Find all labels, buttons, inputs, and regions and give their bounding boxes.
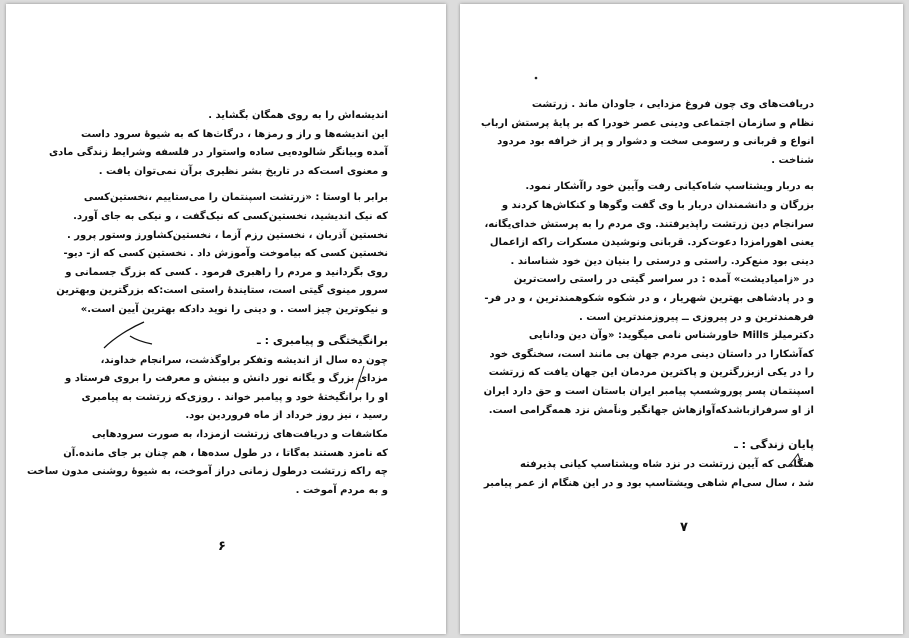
left-page-text (26, 107, 388, 500)
text-line: از او سرفرازباشدکه‌آوازهاش جهانگیر وناَمش نزد همه‌گرامی است. (488, 404, 814, 416)
text-line: برابر با اوستا : «زرتشت اسپنتمان را می‌ستاییم ،نخستین‌کسی (83, 192, 388, 204)
text-line: و به مردم آموخت . (295, 484, 388, 496)
page-number: ۶ (218, 539, 226, 554)
text-line: دینی بود منع‌کرد. راستی و درستی را بنیان دین خود شناساند . (510, 255, 814, 267)
text-line: شد ، سال سی‌ام شاهی ویشتاسپ بود و در این هنگام از عمر پیامبر (483, 477, 814, 489)
text-line: در «زامیادیشت» آمده : در سراسر گیتی در راستی راست‌ترین (513, 274, 814, 286)
text-line: مزدای بزرگ و یگانه نور دانش و بینش و معرفت را بروی فرستاد و (65, 373, 388, 385)
right-page-text (481, 96, 814, 493)
text-line: یعنی اهورامزدا دعوت‌کرد. قربانی ونوشیدن مسکرات راکه ازاعمال (489, 237, 814, 249)
text-line: نظام و سازمان اجتماعی ودینی عصر خودرا که بر پایهٔ پرستش ارباب (481, 117, 814, 129)
text-line: و معنوی است‌که در تاریخ بشر نظیری برآن نمی‌توان یافت . (98, 165, 388, 177)
section-heading: پایان زندگی : ـ (734, 438, 814, 452)
text-line: مکاشفات و دریافت‌های زرتشت ازمزدا، به صورت سرودهایی (91, 428, 388, 440)
text-line: سرور مینوی گیتی است، ستایندهٔ راستی است:که بزرگترین وبهترین (56, 285, 388, 297)
text-line: چه راکه زرتشت درطول زمانی دراز آموخت، به شیوهٔ روشنی مدون ساخت (26, 466, 388, 478)
ink-dot-mark (532, 74, 540, 82)
text-line: این اندیشه‌ها و راز و رمزها ، درگاث‌ها که به شیوهٔ سرود‌ داست (81, 128, 388, 140)
handwritten-pen-mark (100, 318, 160, 354)
page-number: ۷ (680, 520, 688, 535)
text-line: نخستین کسی که بیاموخت وآموزش داد . نخستین کسی که از- دیو- (63, 248, 388, 260)
text-line: دکترمیلز Mills خاورشناس نامی میگوید: «وآن دین ودانایی (528, 330, 814, 342)
paragraph-gap (88, 181, 388, 189)
text-line: سرانجام دین زرتشت راپذیرفتند. وی مردم را به پرستش خدای‌یگانه، (484, 218, 814, 230)
text-line: فرهمندترین و در پیروزی ــ پیروزمندترین است . (579, 311, 814, 323)
text-line: اسپنتمان پسر پوروشسپ پیامبر ایران باستان است و حق دارد ایران (483, 385, 814, 397)
text-line: چون ده سال از اندیشه وتفکر براوگذشت، سرانجام خداوند، (100, 354, 388, 366)
text-line: آمده وبیانگر شالوده‌یی ساده واستوار در فلسفه وشرایط زندگی مادی (49, 147, 388, 159)
handwritten-margin-mark (350, 364, 372, 392)
text-line: و در پادشاهی بهترین شهریار ، و در شکوه شکوهمندترین ، و در فر- (484, 292, 814, 304)
text-line: که نامزد هستند به‌گاتا ، در طول سده‌ها ، هم چنان بر جای مانده.آن (63, 447, 388, 459)
text-line: انواع و قربانی و رسومی سخت و دشوار و پر از خرافه بود مردود (497, 136, 814, 148)
text-line: او را برانگیختهٔ خود و پیامبر خواند . روزی‌که زرتشت به پیامبری (81, 391, 388, 403)
text-line: شناخت . (771, 154, 814, 166)
text-line: که‌آشکارا در داستان دینی مردم جهان بی مانند است، سخنگوی خود (489, 348, 814, 360)
text-line: و نیکوترین چیز است . و دینی را نوید دادکه بهترین آیین است.» (80, 303, 388, 315)
text-line: به دربار ویشتاسپ شاه‌کیانی رفت وآیین خود راآشکار نمود. (525, 181, 814, 193)
text-line: را در یکی ازبزرگترین و پاکترین مردمان این جهان یافت که زرتشت (488, 367, 814, 379)
left-page (6, 4, 446, 634)
text-line: رسید ، نیز روز خرداد از ماه فروردین بود. (185, 410, 388, 422)
text-line: دریافت‌های وی چون فروغ مزدایی ، جاودان ماند . زرتشت (531, 99, 814, 110)
right-page (460, 4, 903, 634)
text-line: روی بگردانید و مردم را راهبری فرمود . کسی که بزرگ جسمانی و (65, 266, 388, 278)
text-line: که نیک اندیشید، نخستین‌کسی که نیک‌گفت ، و نیکی به جای آورد. (73, 210, 388, 222)
handwritten-triangle-mark (786, 450, 812, 470)
text-line: اندیشه‌اش را به روی همگان بگشاید . (208, 110, 388, 121)
paragraph-gap (552, 170, 814, 178)
text-line: هنگامی که آیین زرتشت در نزد شاه ویشتاسپ کیانی پذیرفته (519, 459, 814, 471)
section-heading: برانگیختگی و پیامبری : ـ (257, 333, 388, 347)
text-line: نخستین آذربان ، نخستین رزم آزما ، نخستین‌کشاورز وستور پرور . (66, 229, 388, 241)
text-line: بزرگان و دانشمندان دربار با وی گفت وگوها و کنکاش‌ها کردند و (501, 199, 814, 211)
